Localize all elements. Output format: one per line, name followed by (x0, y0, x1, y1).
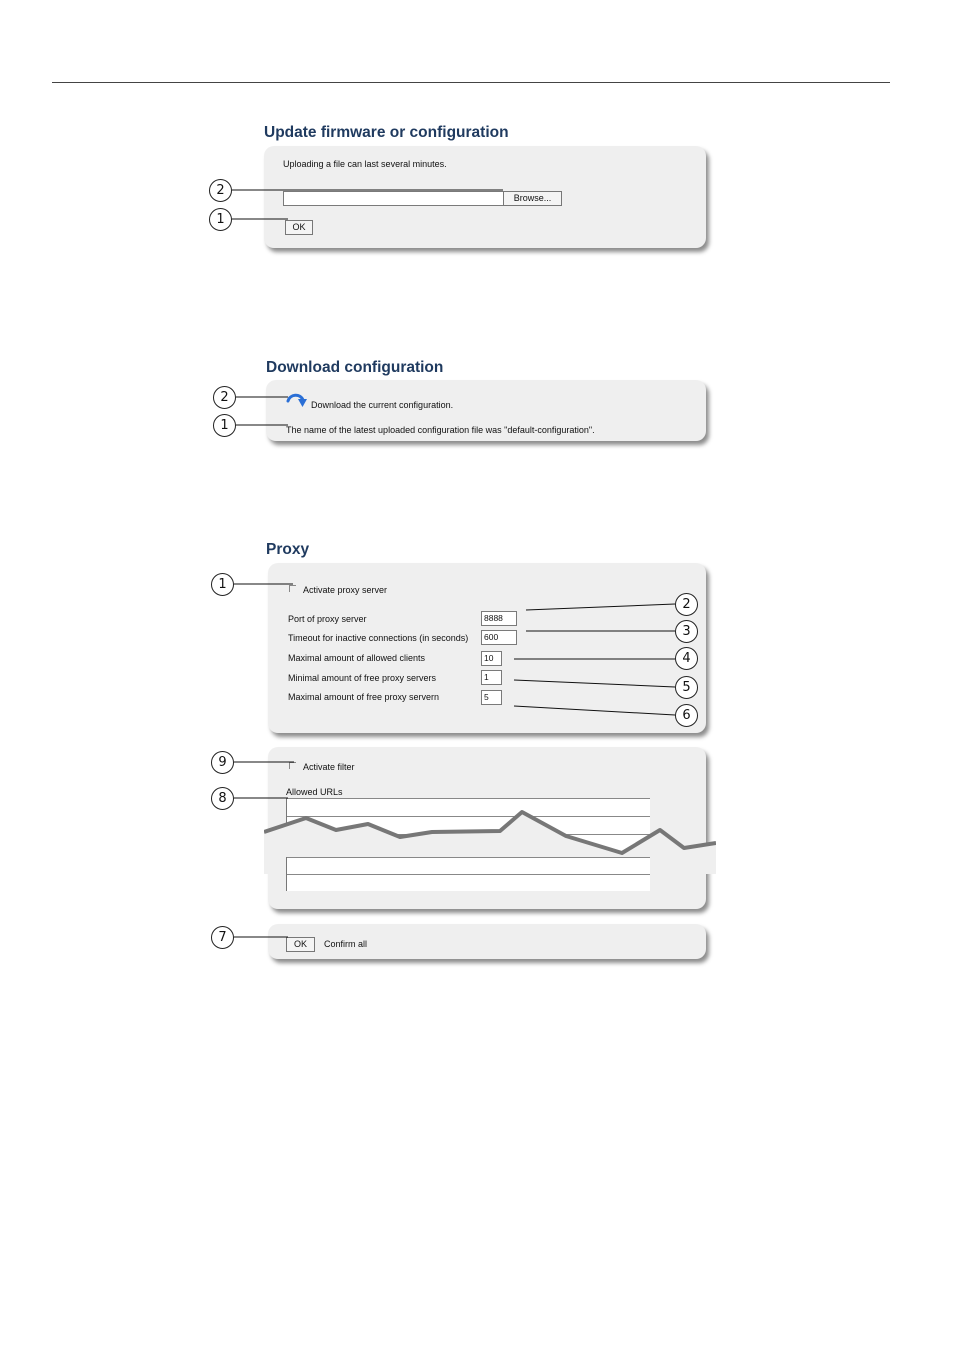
callout-proxy-9: 9 (211, 751, 234, 774)
update-ok-button[interactable]: OK (285, 220, 313, 235)
proxy-port-input[interactable]: 8888 (481, 611, 517, 626)
download-section-title: Download configuration (266, 359, 444, 376)
download-config-link[interactable]: Download the current configuration. (311, 400, 454, 410)
last-uploaded-config-info: The name of the latest uploaded configuration file was "default-configuration". (286, 425, 595, 435)
max-clients-input[interactable]: 10 (481, 651, 502, 666)
callout-update-2: 2 (209, 179, 232, 202)
inactive-timeout-label: Timeout for inactive connections (in seconds) (288, 633, 469, 643)
callout-update-1: 1 (209, 208, 232, 231)
activate-filter-checkbox[interactable] (289, 762, 296, 769)
url-line (287, 857, 650, 874)
max-clients-label: Maximal amount of allowed clients (288, 653, 426, 663)
page-top-rule (52, 82, 890, 83)
min-free-servers-label: Minimal amount of free proxy servers (288, 673, 437, 683)
update-section-title: Update firmware or configuration (264, 124, 509, 141)
proxy-ok-button[interactable]: OK (286, 937, 315, 952)
url-line (287, 874, 650, 891)
callout-proxy-3: 3 (675, 620, 698, 643)
activate-proxy-checkbox[interactable] (289, 585, 296, 592)
max-free-servers-label: Maximal amount of free proxy servern (288, 692, 440, 702)
browse-button[interactable]: Browse... (503, 191, 562, 206)
callout-proxy-4: 4 (675, 647, 698, 670)
callout-proxy-5: 5 (675, 676, 698, 699)
callout-download-1: 1 (213, 414, 236, 437)
callout-proxy-7: 7 (211, 926, 234, 949)
inactive-timeout-input[interactable]: 600 (481, 630, 517, 645)
callout-proxy-8: 8 (211, 787, 234, 810)
activate-proxy-label: Activate proxy server (303, 585, 388, 595)
download-arrow-icon[interactable] (286, 392, 308, 410)
allowed-urls-label: Allowed URLs (286, 787, 343, 797)
max-free-servers-input[interactable]: 5 (481, 690, 502, 705)
callout-download-2: 2 (213, 386, 236, 409)
firmware-file-input[interactable] (283, 191, 504, 206)
callout-proxy-2: 2 (675, 593, 698, 616)
upload-duration-note: Uploading a file can last several minutes. (283, 159, 447, 169)
proxy-port-label: Port of proxy server (288, 614, 367, 624)
allowed-urls-textarea-lower[interactable] (286, 857, 650, 891)
activate-filter-label: Activate filter (303, 762, 355, 772)
proxy-section-title: Proxy (266, 541, 310, 558)
confirm-all-label: Confirm all (324, 939, 368, 949)
callout-proxy-6: 6 (675, 704, 698, 727)
callout-proxy-1: 1 (211, 573, 234, 596)
min-free-servers-input[interactable]: 1 (481, 670, 502, 685)
